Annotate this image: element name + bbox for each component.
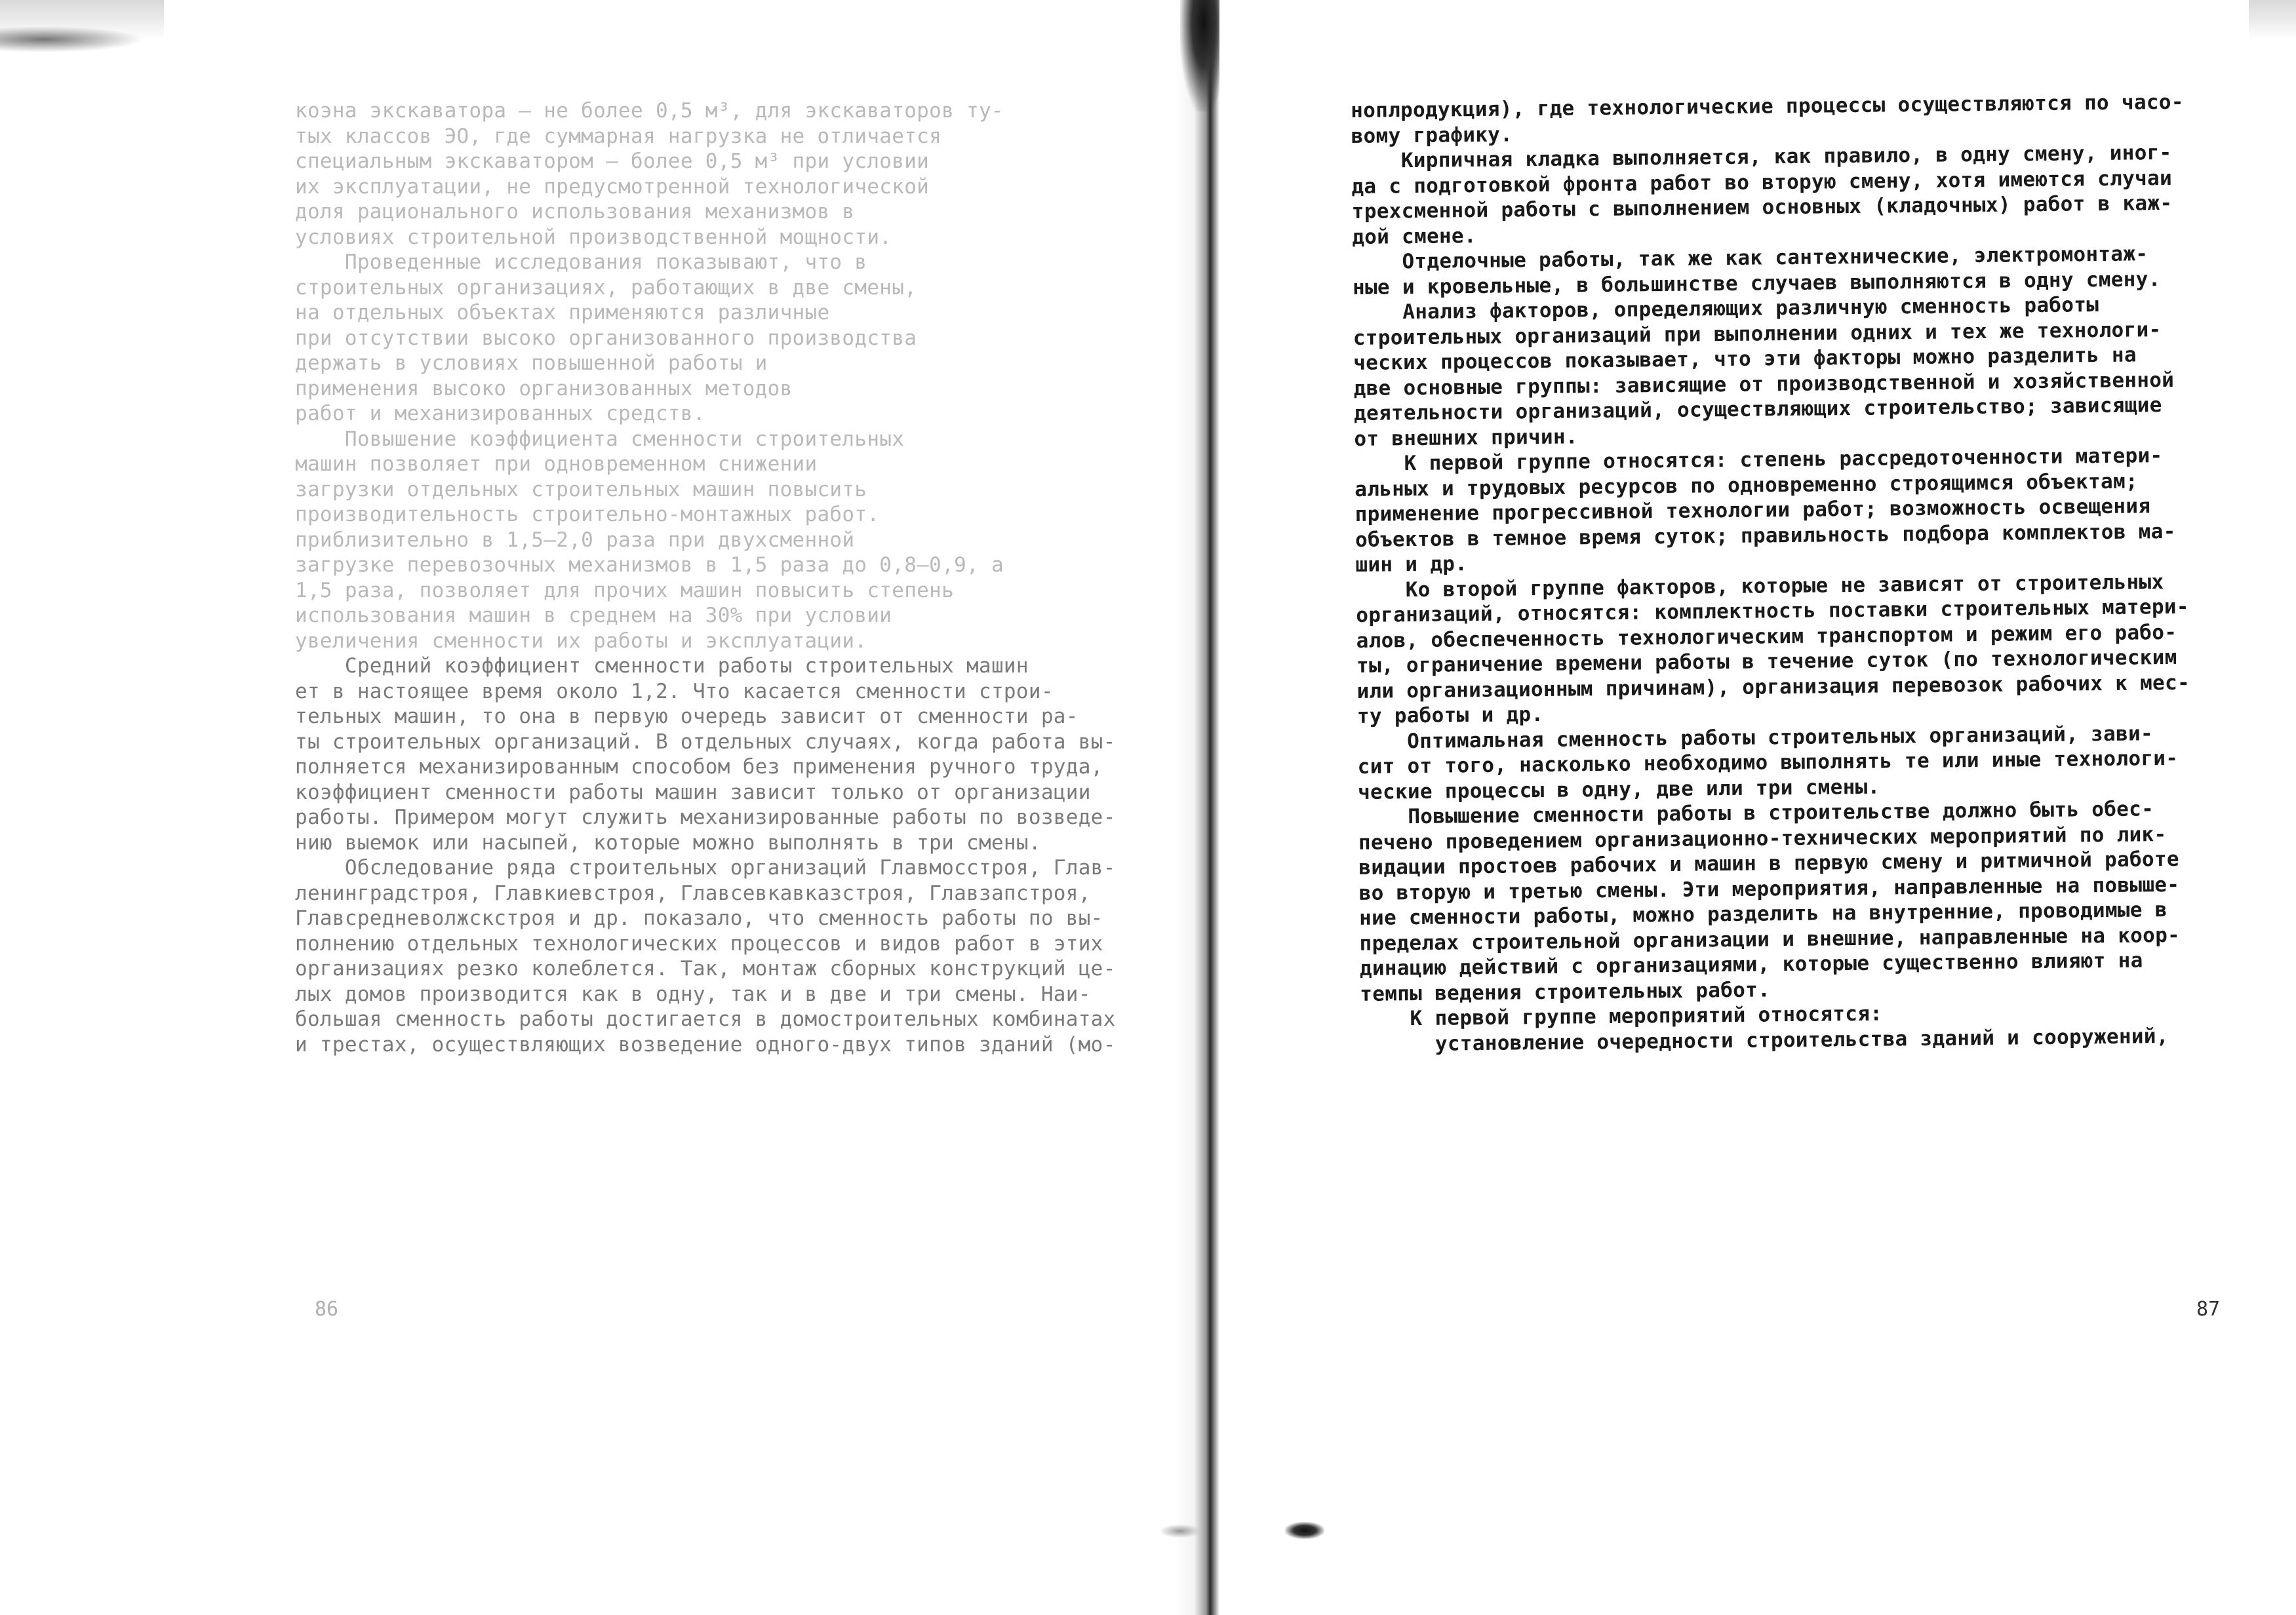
left-page-text: [295, 653, 1160, 1057]
left-faded-line: доля рационального использования механизмов в: [295, 200, 855, 224]
right-page-line: К первой группе мероприятий относятся:: [1360, 1002, 1883, 1031]
left-faded-line: 1,5 раза, позволяет для прочих машин повысить степень: [295, 578, 955, 602]
left-faded-line: условиях строительной производственной мощности.: [295, 225, 892, 249]
left-faded-line: держать в условиях повышенной работы и: [295, 351, 768, 375]
left-page-line: Главсредневолжскстроя и др. показало, что сменность работы по вы-: [295, 906, 1103, 930]
right-page-line: сит от того, насколько необходимо выполнять те или иные технологи-: [1357, 746, 2179, 779]
right-page-line: Ко второй группе факторов, которые не зависят от строительных: [1355, 570, 2164, 602]
right-page-line: ноплродукция), где технологические процессы осуществляются по часо-: [1351, 90, 2184, 123]
left-faded-line: строительных организациях, работающих в две смены,: [295, 275, 917, 300]
left-page-faded-text: [295, 98, 1160, 653]
right-page-line: дой смене.: [1352, 224, 1477, 249]
left-page-line: ленинградстроя, Главкиевстроя, Главсевкавказстроя, Главзапстроя,: [295, 881, 1091, 905]
left-faded-line: использования машин в среднем на 30% при условии: [295, 604, 892, 627]
right-page-line: пределах строительной организации и внешние, направленные на коор-: [1359, 923, 2181, 956]
right-page-line: шин и др.: [1355, 552, 1468, 577]
right-page-line: ческие процессы в одну, две или три смены.: [1357, 775, 1880, 804]
right-page-line: печено проведением организационно-технических мероприятий по лик-: [1358, 822, 2167, 855]
left-page-line: ты строительных организаций. В отдельных случаях, когда работа вы-: [295, 730, 1116, 754]
right-page-line: деятельности организаций, осуществляющих строительство; зависящие: [1353, 393, 2162, 425]
left-faded-line: их эксплуатации, не предусмотренной технологической: [295, 174, 930, 199]
right-page-line: от внешних причин.: [1354, 424, 1578, 451]
left-page-line: Обследование ряда строительных организаций Главмосстроя, Глав-: [295, 856, 1116, 880]
right-page-line: или организационным причинам), организация перевозок рабочих к мес-: [1356, 671, 2190, 703]
left-faded-line: Проведенные исследования показывают, что в: [295, 250, 867, 274]
left-page-line: нию выемок или насыпей, которые можно выполнять в три смены.: [295, 830, 1041, 855]
left-page-line: и трестах, осуществляющих возведение одного-двух типов зданий (мо-: [295, 1032, 1116, 1057]
left-faded-line: производительность строительно-монтажных работ.: [295, 503, 880, 526]
right-page-line: ту работы и др.: [1356, 702, 1544, 728]
right-page-text: [1351, 89, 2219, 1057]
left-faded-line: загрузке перевозочных механизмов в 1,5 раза до 0,8–0,9, а: [295, 553, 1004, 577]
right-page-line: алов, обеспеченность технологическим транспортом и режим его рабо-: [1356, 620, 2177, 653]
right-page-number: 87: [2196, 1298, 2221, 1321]
left-faded-line: увеличения сменности их работы и эксплуатации.: [295, 629, 867, 653]
left-page-line: большая сменность работы достигается в домостроительных комбинатах: [295, 1007, 1116, 1031]
left-faded-line: приблизительно в 1,5–2,0 раза при двухсменной: [295, 528, 855, 552]
gutter-ink-blot: [1180, 0, 1219, 111]
right-page-line: применение прогрессивной технологии работ; возможность освещения: [1355, 494, 2151, 526]
left-page-line: полняется механизированным способом без применения ручного труда,: [295, 755, 1103, 779]
left-page-line: ет в настоящее время около 1,2. Что касается сменности строи-: [295, 679, 1054, 703]
right-page-line: да с подготовкой фронта работ во вторую смену, хотя имеются случаи: [1351, 166, 2173, 199]
right-page-line: ные и кровельные, в большинстве случаев выполняются в одну смену.: [1352, 267, 2161, 300]
right-page-line: К первой группе относятся: степень рассредоточенности матери-: [1354, 444, 2163, 476]
right-page-line: Оптимальная сменность работы строительных организаций, зави-: [1357, 721, 2154, 754]
right-page-line: строительных организаций при выполнении одних и тех же технологи-: [1353, 317, 2162, 350]
left-page-line: Средний коэффициент сменности работы строительных машин: [295, 654, 1029, 678]
right-page-line: динацию действий с организациями, которые существенно влияют на: [1359, 948, 2143, 981]
right-page-line: ты, ограничение времени работы в течение суток (по технологическим: [1356, 645, 2177, 678]
left-page-line: организациях резко колеблется. Так, монтаж сборных конструкций це-: [295, 957, 1116, 981]
binding-mark-faint: [1160, 1525, 1200, 1538]
left-faded-line: коэна экскаватора — не более 0,5 м³, для экскаваторов ту-: [295, 99, 1004, 123]
right-page-line: альных и трудовых ресурсов по одновременно строящимся объектам;: [1355, 469, 2139, 501]
right-page-line: вому графику.: [1351, 122, 1513, 148]
right-page-line: Анализ факторов, определяющих различную сменность работы: [1353, 293, 2099, 324]
left-faded-line: работ и механизированных средств.: [295, 402, 705, 425]
right-page-line: во вторую и третью смены. Эти мероприятия, направленные на повыше-: [1358, 872, 2180, 905]
right-page-line: Повышение сменности работы в строительстве должно быть обес-: [1358, 797, 2154, 829]
left-faded-line: Повышение коэффициента сменности строительных: [295, 427, 905, 451]
left-faded-line: машин позволяет при одновременном снижении: [295, 452, 818, 476]
left-faded-line: тых классов ЭО, где суммарная нагрузка не отличается: [295, 124, 942, 148]
right-page-line: две основные группы: зависящие от производственной и хозяйственной: [1353, 368, 2175, 400]
right-page-line: темпы ведения строительных работ.: [1360, 977, 1771, 1006]
left-faded-line: при отсутствии высоко организованного производства: [295, 326, 917, 350]
left-faded-line: применения высоко организованных методов: [295, 376, 793, 400]
right-page-line: ние сменности работы, можно разделить на внутренние, проводимые в: [1358, 898, 2167, 930]
left-faded-line: загрузки отдельных строительных машин повысить: [295, 477, 867, 501]
right-page-line: видации простоев рабочих и машин в первую смену и ритмичной работе: [1358, 847, 2180, 880]
right-page-line: Отделочные работы, так же как сантехнические, электромонтаж-: [1352, 242, 2148, 274]
left-faded-line: на отдельных объектах применяются различные: [295, 301, 830, 324]
right-page-line: Кирпичная кладка выполняется, как правило, в одну смену, иног-: [1351, 140, 2172, 173]
left-page-line: полнению отдельных технологических процессов и видов работ в этих: [295, 931, 1103, 956]
left-page-line: лых домов производится как в одну, так и в две и три смены. Наи-: [295, 982, 1091, 1006]
left-page-line: работы. Примером могут служить механизированные работы по возведе-: [295, 806, 1116, 829]
left-page-line: коэффициент сменности работы машин зависит только от организации: [295, 780, 1091, 804]
right-page-line: ческих процессов показывает, что эти факторы можно разделить на: [1353, 343, 2137, 375]
left-faded-line: специальным экскаватором — более 0,5 м³ при условии: [295, 149, 930, 173]
right-page: [1200, 0, 2249, 1615]
right-page-line: трехсменной работы с выполнением основных (кладочных) работ в каж-: [1351, 191, 2173, 224]
right-page-line: объектов в темное время суток; правильность подбора комплектов ма-: [1355, 519, 2176, 552]
left-page-number: 86: [315, 1298, 339, 1321]
right-page-line: установление очередности строительства зданий и сооружений,: [1360, 1024, 2169, 1057]
left-page: [164, 0, 1187, 1615]
right-page-line: организаций, относятся: комплектность поставки строительных матери-: [1356, 594, 2189, 627]
scan-smudge: [0, 26, 144, 52]
left-page-line: тельных машин, то она в первую очередь зависит от сменности ра-: [295, 705, 1079, 728]
binding-mark: [1285, 1522, 1324, 1539]
book-gutter: [1174, 0, 1233, 1615]
